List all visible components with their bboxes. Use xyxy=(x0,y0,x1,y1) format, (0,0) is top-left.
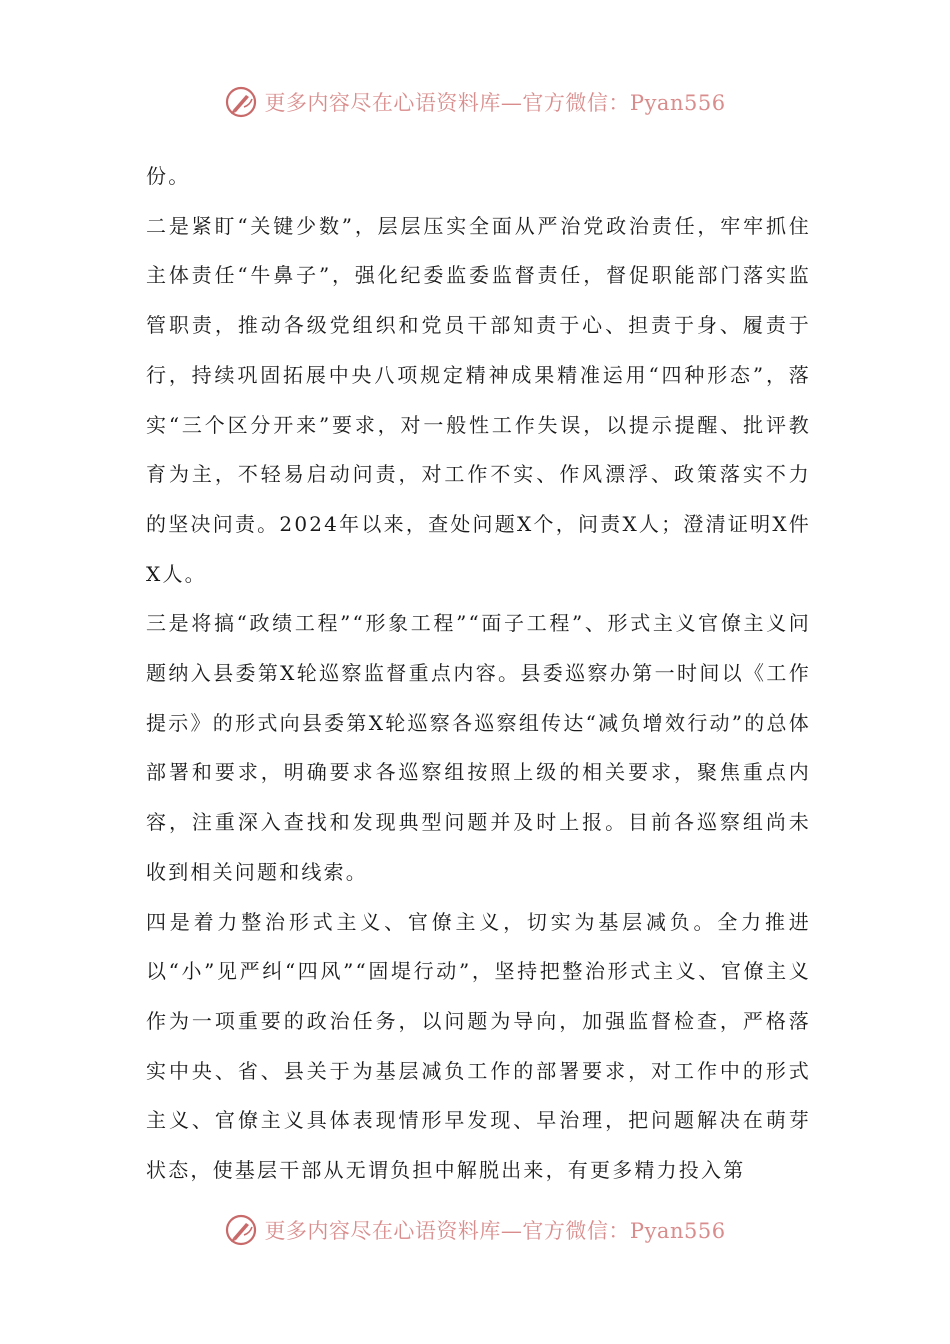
watermark-text: 更多内容尽在心语资料库—官方微信：Pyan556 xyxy=(264,91,726,115)
document-body xyxy=(146,152,811,1196)
paragraph: 二是紧盯“关键少数”，层层压实全面从严治党政治责任，牢牢抓住主体责任“牛鼻子”，强化纪委监委监督责任，督促职能部门落实监管职责，推动各级党组织和党员干部知责于心、担责于身、履责于行，持续巩固拓展中央八项规定精神成果精准运用“四种形态”，落实“三个区分开来”要求，对一般性工作失误，以提示提醒、批评教育为主，不轻易启动问责，对工作不实、作风漂浮、政策落实不力的坚决问责。2024年以来，查处问题X个，问责X人；澄清证明X件X人。 xyxy=(146,213,811,586)
paragraph: 份。 xyxy=(146,164,191,188)
pen-circle-icon xyxy=(224,1213,258,1247)
paragraph: 四是着力整治形式主义、官僚主义，切实为基层减负。全力推进以“小”见严纠“四风”“固堤行动”，坚持把整治形式主义、官僚主义作为一项重要的政治任务，以问题为导向，加强监督检查，严格落实中央、省、县关于为基层减负工作的部署要求，对工作中的形式主义、官僚主义具体表现情形早发现、早治理，把问题解决在萌芽状态，使基层干部从无谓负担中解脱出来，有更多精力投入第 xyxy=(146,909,811,1183)
paragraph: 三是将搞“政绩工程”“形象工程”“面子工程”、形式主义官僚主义问题纳入县委第X轮巡察监督重点内容。县委巡察办第一时间以《工作提示》的形式向县委第X轮巡察各巡察组传达“减负增效行动”的总体部署和要求，明确要求各巡察组按照上级的相关要求，聚焦重点内容，注重深入查找和发现典型问题并及时上报。目前各巡察组尚未收到相关问题和线索。 xyxy=(146,611,811,884)
pen-circle-icon xyxy=(224,85,258,119)
watermark-text: 更多内容尽在心语资料库—官方微信：Pyan556 xyxy=(264,1219,726,1243)
watermark-footer xyxy=(0,1210,950,1250)
watermark-header xyxy=(0,82,950,122)
